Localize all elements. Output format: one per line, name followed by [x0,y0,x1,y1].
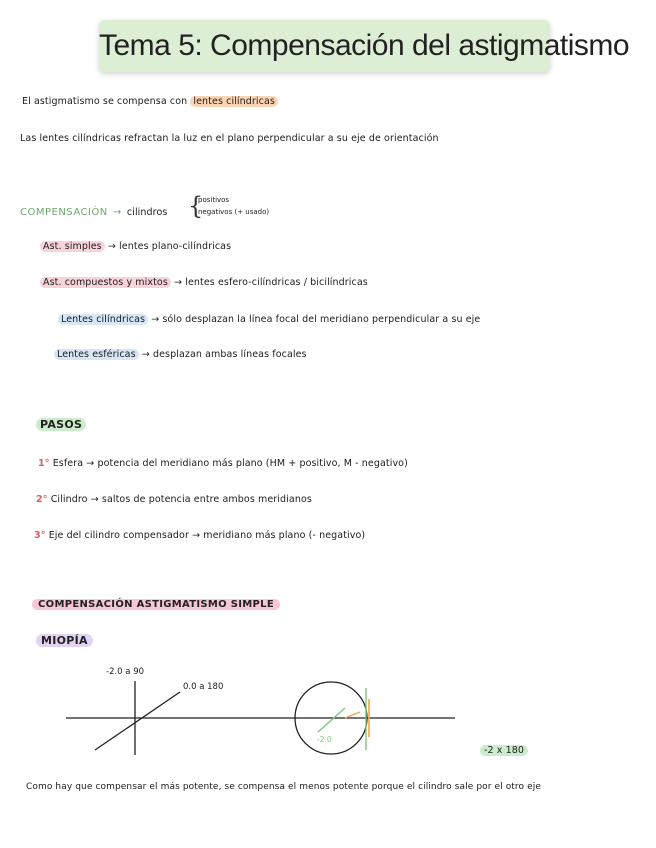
type-row [40,241,231,252]
type-label: Ast. simples [40,241,105,252]
step-text: Esfera → potencia del meridiano más plano (HM + positivo, M - negativo) [52,458,408,469]
astigmatism-diagram [0,655,656,765]
type-text: lentes esfero-cilíndricas / bicilíndricas [185,277,368,288]
step-text: Cilindro → saltos de potencia entre ambos meridianos [50,494,312,505]
intro-line-2: Las lentes cilíndricas refractan la luz en el plano perpendicular a su eje de orientación [20,133,439,144]
result-badge: -2 x 180 [480,745,528,756]
miopia-heading: MIOPÍA [36,634,93,647]
arrow-icon: → [141,349,150,360]
compensacion-target: cilindros [126,207,168,218]
lens-row [54,349,307,360]
compensacion-negative: negativos (+ usado) [198,208,270,216]
step-text: Eje del cilindro compensador → meridiano más plano (- negativo) [48,530,366,541]
type-row [40,277,368,288]
intro-line-1-highlight: lentes cilíndricas [190,96,278,107]
simple-heading: COMPENSACIÓN ASTIGMATISMO SIMPLE [32,599,280,610]
label-diag: 0.0 a 180 [183,682,224,692]
lens-label: Lentes esféricas [54,349,139,360]
step-number: 2° [36,494,48,505]
step-row [34,530,365,541]
intro-line-1 [22,96,278,107]
step-row [36,494,312,505]
step-number: 1° [38,458,50,469]
pasos-heading: PASOS [36,418,86,431]
footer-note: Como hay que compensar el más potente, se compensa el menos potente porque el cilindro sale por el otro eje [26,782,541,792]
step-row [38,458,408,469]
arrow-icon: → [151,314,160,325]
compensacion-positive: positivos [198,196,230,204]
type-text: lentes plano-cilíndricas [119,241,232,252]
lens-row [58,314,480,325]
type-label: Ast. compuestos y mixtos [40,277,171,288]
compensacion-label: COMPENSACIÓN [20,207,108,218]
compensacion-arrow: → [112,207,122,218]
green-axis-line [318,708,345,732]
brace-icon: { [188,192,204,220]
label-top: -2.0 a 90 [106,667,145,677]
lens-label: Lentes cilíndricas [58,314,148,325]
lens-text: sólo desplazan la línea focal del meridiano perpendicular a su eje [162,314,481,325]
arrow-icon: → [174,277,183,288]
compensacion-row [20,200,167,222]
arrow-icon: → [107,241,116,252]
step-number: 3° [34,530,46,541]
diagonal-meridian [95,692,180,750]
lens-text: desplazan ambas líneas focales [152,349,307,360]
page-title: Tema 5: Compensación del astigmatismo [99,20,550,72]
orange-arrow-icon [345,712,360,718]
intro-line-1-prefix: El astigmatismo se compensa con [22,96,188,107]
label-circle: -2.0 [317,735,332,744]
